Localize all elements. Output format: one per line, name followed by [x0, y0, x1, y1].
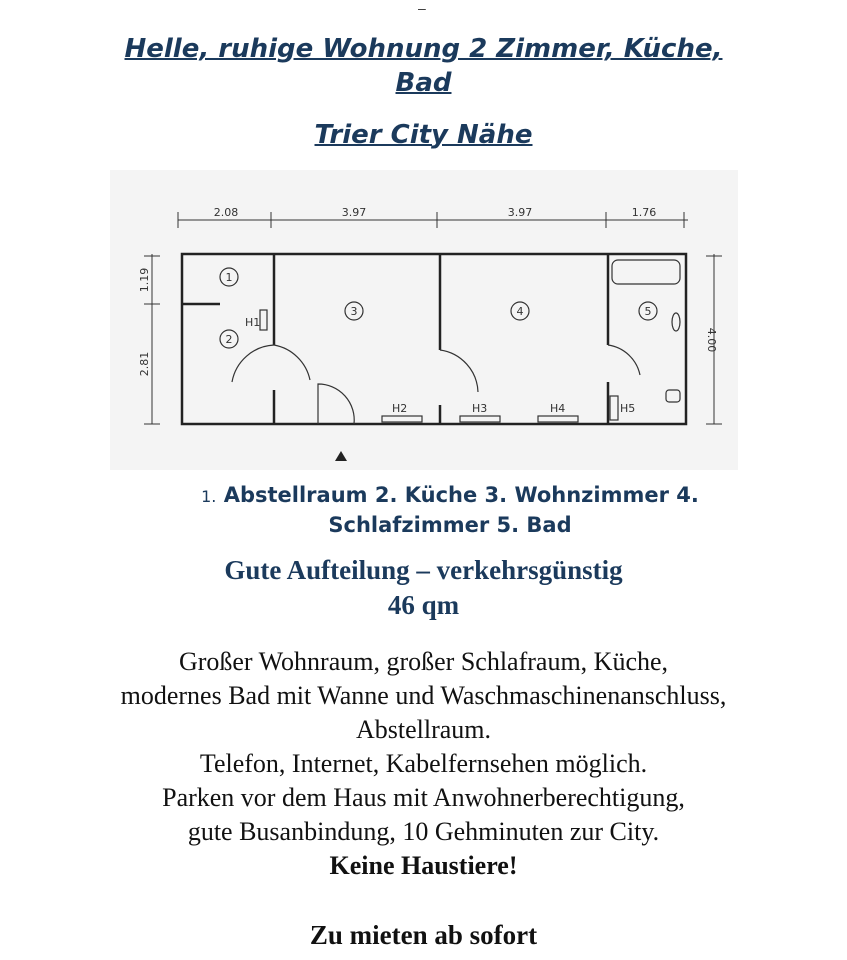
description-line: Abstellraum. [355, 715, 492, 744]
dim-right: 4.00 [705, 327, 718, 353]
dim-top-3: 3.97 [507, 206, 533, 219]
description [0, 645, 847, 883]
listing-location: Trier City Nähe [314, 120, 533, 150]
dim-top-2: 3.97 [341, 206, 367, 219]
room-3-number: 3 [350, 305, 358, 318]
legend-line-2: Schlafzimmer 5. Bad [328, 513, 572, 537]
bathtub-icon [612, 260, 680, 284]
floor-plan [110, 170, 738, 470]
heater-h4-label: H4 [550, 402, 566, 415]
no-pets-notice: Keine Haustiere! [329, 851, 518, 880]
top-dash: – [418, 0, 426, 16]
dim-top-4: 1.76 [631, 206, 657, 219]
apartment-size: 46 qm [387, 590, 460, 620]
dim-top-1: 2.08 [213, 206, 239, 219]
doors [232, 345, 640, 424]
description-line: Telefon, Internet, Kabelfernsehen möglich. [199, 749, 648, 778]
dim-left-top: 1.19 [138, 267, 151, 293]
room-1-number: 1 [225, 271, 233, 284]
title-line-1: Helle, ruhige Wohnung 2 Zimmer, Küche, [124, 34, 723, 64]
availability-notice: Zu mieten ab sofort [309, 920, 538, 950]
description-line: Großer Wohnraum, großer Schlafraum, Küche, [178, 647, 669, 676]
description-line: gute Busanbindung, 10 Gehminuten zur City. [187, 817, 660, 846]
heater-h2-label: H2 [392, 402, 408, 415]
floor-plan-drawing [110, 170, 738, 470]
sink-icon [672, 313, 680, 331]
description-line: Parken vor dem Haus mit Anwohnerberechtigung, [162, 783, 685, 812]
title-line-2: Bad [395, 68, 452, 98]
heater-h5-label: H5 [620, 402, 636, 415]
legend-line-1: Abstellraum 2. Küche 3. Wohnzimmer 4. [223, 483, 699, 507]
room-markers [220, 268, 657, 348]
layout-highlight: Gute Aufteilung – verkehrsgünstig [224, 555, 623, 585]
description-line: modernes Bad mit Wanne und Waschmaschinenanschluss, [120, 681, 727, 710]
toilet-icon [666, 390, 680, 402]
room-2-number: 2 [225, 333, 233, 346]
entrance-arrow-icon [335, 451, 347, 461]
room-5-number: 5 [644, 305, 652, 318]
heater-h3-label: H3 [472, 402, 488, 415]
room-legend [140, 481, 760, 539]
heater-h1-label: H1 [245, 316, 261, 329]
listing-title [0, 32, 847, 100]
legend-first-number: 1. [201, 487, 217, 506]
dim-left-bottom: 2.81 [138, 351, 151, 377]
room-4-number: 4 [516, 305, 524, 318]
